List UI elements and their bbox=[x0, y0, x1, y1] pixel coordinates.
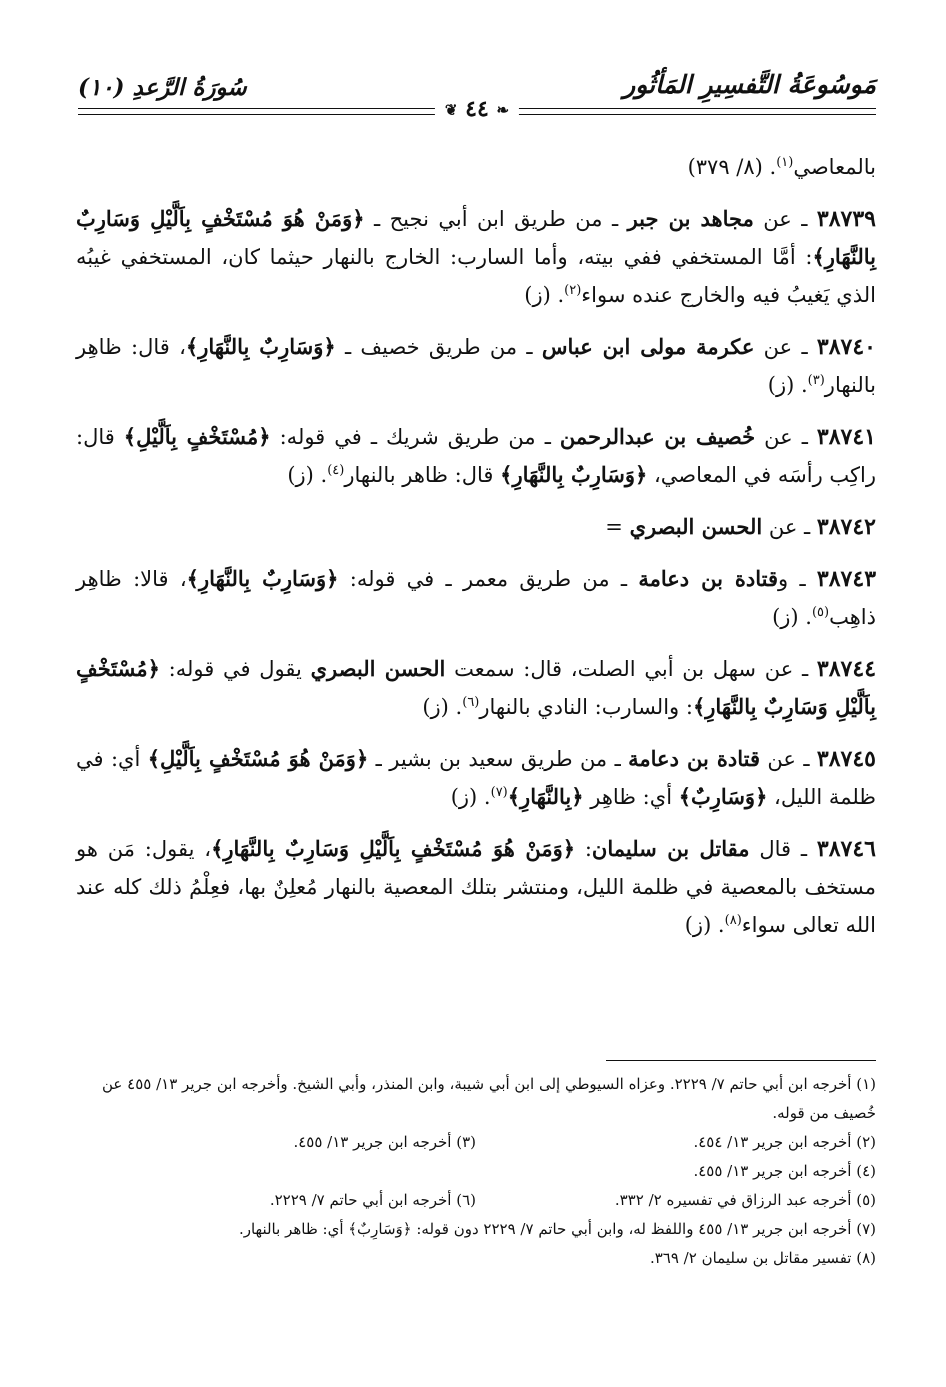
quran-quote: ﴿وَمَنْ هُوَ مُسْتَخْفٍ بِاَلَّيْلِ﴾ bbox=[147, 746, 369, 771]
footnote-divider bbox=[606, 1060, 876, 1061]
narrator-name: قتادة بن دعامة bbox=[628, 746, 760, 771]
main-text bbox=[76, 148, 876, 958]
entry-number: ٣٨٧٤١ bbox=[816, 424, 876, 450]
entry-38744: ٣٨٧٤٤ ـ عن سهل بن أبي الصلت، قال: سمعت الحسن البصري يقول في قوله: ﴿مُسْتَخْفٍ بِاَلَّيْلِ وَسَارِبٌ بِالنَّهَارِ﴾: والسارب: النادي بالنهار$^{(٦)}$. (ز) bbox=[76, 656, 877, 719]
page-number: ٤٤ bbox=[465, 96, 489, 122]
entry-38739: ٣٨٧٣٩ ـ عن مجاهد بن جبر ـ من طريق ابن أبي نجيح ـ ﴿وَمَنْ هُوَ مُسْتَخْفٍ بِاَلَّيْلِ وَسَارِبٌ بِالنَّهَارِ﴾: أمَّا المستخفي ففي بيته، وأما السارب: الخارج بالنهار حيثما كان، المستخفي غيبُه الذي يَغيبُ فيه والخارج عنده سواء$^{(٢)}$. (ز) bbox=[76, 206, 876, 307]
entry-38741: ٣٨٧٤١ ـ عن خُصيف بن عبدالرحمن ـ من طريق شريك ـ في قوله: ﴿مُسْتَخْفٍ بِاَلَّيْلِ﴾ قال: راكِب رأسَه في المعاصي، ﴿وَسَارِبٌ بِالنَّهَارِ﴾ قال: ظاهر بالنهار$^{(٤)}$. (ز) bbox=[76, 424, 876, 487]
narrator-name: الحسن البصري bbox=[629, 514, 763, 539]
footnote-1: (١) أخرجه ابن أبي حاتم ٧/ ٢٢٢٩. وعزاه السيوطي إلى ابن أبي شيبة، وابن المنذر، وأبي الشيخ. وأخرجه ابن جرير ١٣/ ٤٥٥ عن خُصيف من قوله. bbox=[102, 1075, 876, 1122]
footnote-row bbox=[76, 1128, 876, 1157]
footnote-2: (٢) أخرجه ابن جرير ١٣/ ٤٥٤. bbox=[693, 1133, 876, 1151]
entry-number: ٣٨٧٤٦ bbox=[816, 836, 876, 862]
footnote-ref: (٤) bbox=[327, 463, 345, 478]
quran-quote: ﴿وَسَارِبٌ بِالنَّهَارِ﴾ bbox=[186, 566, 339, 591]
footnote-6: (٦) أخرجه ابن أبي حاتم ٧/ ٢٢٢٩. bbox=[269, 1191, 476, 1209]
entry-number: ٣٨٧٤٢ bbox=[816, 514, 876, 540]
footnote-3: (٣) أخرجه ابن جرير ١٣/ ٤٥٥. bbox=[293, 1133, 476, 1151]
footnote-ref: (١) bbox=[776, 155, 794, 170]
narrator-name: قتادة بن دعامة bbox=[638, 566, 778, 591]
ornament-icon: ❧ bbox=[496, 101, 510, 119]
quran-quote: ﴿وَسَارِبٌ بِالنَّهَارِ﴾ bbox=[185, 334, 336, 359]
footnote-ref: (٢) bbox=[564, 283, 582, 298]
entry-number: ٣٨٧٤٥ bbox=[816, 746, 876, 772]
entry-38746: ٣٨٧٤٦ ـ قال مقاتل بن سليمان: ﴿وَمَنْ هُوَ مُسْتَخْفٍ بِاَلَّيْلِ وَسَارِبٌ بِالنَّهَارِ﴾، يقول: مَن هو مستخف بالمعصية في ظلمة الليل، ومنتشر بتلك المعصية بالنهار مُعلِنٌ بها، فعِلْمُ ذلك كله عند الله تعالى سواء$^{(٨)}$. (ز) bbox=[76, 836, 876, 937]
running-header bbox=[78, 62, 876, 126]
narrator-name: مجاهد بن جبر bbox=[627, 206, 754, 231]
entry-number: ٣٨٧٣٩ bbox=[816, 206, 876, 232]
page-number-block bbox=[435, 96, 519, 122]
footnote-ref: (٣) bbox=[807, 373, 825, 388]
entry-number: ٣٨٧٤٤ bbox=[816, 656, 877, 682]
footnote-row bbox=[76, 1186, 876, 1215]
entry-38745: ٣٨٧٤٥ ـ عن قتادة بن دعامة ـ من طريق سعيد بن بشير ـ ﴿وَمَنْ هُوَ مُسْتَخْفٍ بِاَلَّيْلِ﴾ أي: في ظلمة الليل، ﴿وَسَارِبٌ﴾ أي: ظاهِر ﴿بِالنَّهَارِ﴾$^{(٧)}$. (ز) bbox=[76, 746, 876, 809]
quran-quote: ﴿مُسْتَخْفٍ بِاَلَّيْلِ﴾ bbox=[123, 424, 271, 449]
entry-number: ٣٨٧٤٣ bbox=[816, 566, 877, 592]
narrator-name: خُصيف بن عبدالرحمن bbox=[559, 424, 756, 449]
entry-number: ٣٨٧٤٠ bbox=[816, 334, 876, 360]
surah-title: سُورَةُ الرَّعدِ (١٠) bbox=[78, 74, 247, 101]
footnote-ref: (٥) bbox=[811, 605, 830, 620]
footnote-5: (٥) أخرجه عبد الرزاق في تفسيره ٢/ ٣٣٢. bbox=[614, 1191, 876, 1209]
quran-quote: ﴿وَمَنْ هُوَ مُسْتَخْفٍ بِاَلَّيْلِ وَسَارِبٌ بِالنَّهَارِ﴾ bbox=[76, 206, 876, 269]
ornament-icon: ❦ bbox=[444, 101, 458, 119]
intro-line: بالمعاصي$^{(١)}$. (٨/ ٣٧٩) bbox=[687, 155, 876, 179]
entry-38743: ٣٨٧٤٣ ـ وقتادة بن دعامة ـ من طريق معمر ـ في قوله: ﴿وَسَارِبٌ بِالنَّهَارِ﴾، قالا: ظاهِر ذاهِب$^{(٥)}$. (ز) bbox=[76, 566, 877, 629]
footnote-ref: (٧) bbox=[490, 785, 508, 800]
footnote-ref: (٨) bbox=[724, 913, 742, 928]
narrator-name: عكرمة مولى ابن عباس bbox=[541, 334, 755, 359]
footnote-8: (٨) تفسير مقاتل بن سليمان ٢/ ٣٦٩. bbox=[649, 1249, 876, 1267]
quran-quote: ﴿وَسَارِبٌ بِالنَّهَارِ﴾ bbox=[500, 462, 648, 487]
quran-quote: ﴿مُسْتَخْفٍ بِاَلَّيْلِ وَسَارِبٌ بِالنَّهَارِ﴾ bbox=[76, 656, 876, 719]
footnote-7: (٧) أخرجه ابن جرير ١٣/ ٤٥٥ واللفظ له، وابن أبي حاتم ٧/ ٢٢٢٩ دون قوله: ﴿وَسَارِبٌ﴾ أي: ظاهر بالنهار. bbox=[238, 1220, 876, 1238]
quran-quote: ﴿وَمَنْ هُوَ مُسْتَخْفٍ بِاَلَّيْلِ وَسَارِبٌ بِالنَّهَارِ﴾ bbox=[211, 836, 576, 861]
narrator-name: الحسن البصري bbox=[310, 656, 446, 681]
footnotes bbox=[76, 1070, 876, 1273]
book-title: مَوسُوعَةُ التَّفسِيرِ المَأثُور bbox=[623, 70, 876, 99]
narrator-name: مقاتل بن سليمان bbox=[591, 836, 750, 861]
entry-38740: ٣٨٧٤٠ ـ عن عكرمة مولى ابن عباس ـ من طريق خصيف ـ ﴿وَسَارِبٌ بِالنَّهَارِ﴾، قال: ظاهِر بالنهار$^{(٣)}$. (ز) bbox=[76, 334, 876, 397]
quran-quote: ﴿وَسَارِبٌ﴾ bbox=[678, 784, 768, 809]
entry-38742: ٣٨٧٤٢ ـ عن الحسن البصري = bbox=[605, 514, 876, 540]
footnote-4: (٤) أخرجه ابن جرير ١٣/ ٤٥٥. bbox=[693, 1162, 876, 1180]
quran-quote: ﴿بِالنَّهَارِ﴾ bbox=[507, 784, 584, 809]
footnote-ref: (٦) bbox=[462, 695, 480, 710]
